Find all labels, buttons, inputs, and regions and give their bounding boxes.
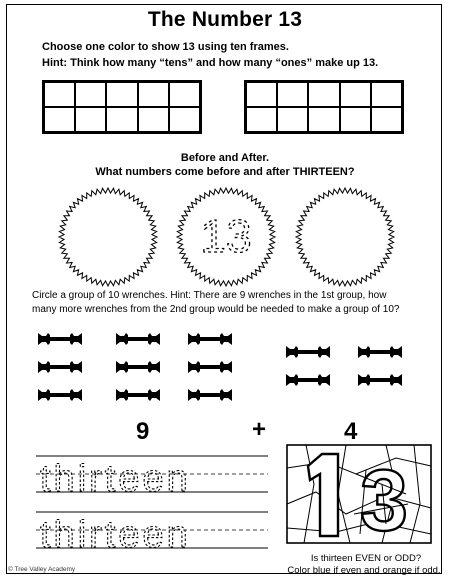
equation-right-number: 4 <box>344 418 358 445</box>
wrench-icon[interactable] <box>358 372 402 388</box>
after-number-circle[interactable] <box>294 186 396 288</box>
before-number-circle[interactable] <box>57 186 159 288</box>
even-odd-question: Is thirteen EVEN or ODD? <box>310 553 422 564</box>
ten-frame-right[interactable] <box>244 80 404 134</box>
before-after-heading: Before and After. <box>180 152 270 164</box>
wrench-instruction-line-1: Circle a group of 10 wrenches. Hint: There are 9 wrenches in the 1st group, how <box>32 290 387 301</box>
wrench-instruction-line-2: many more wrenches from the 2nd group would be needed to make a group of 10? <box>32 304 400 315</box>
wrench-icon[interactable] <box>188 359 232 375</box>
wrench-icon[interactable] <box>188 331 232 347</box>
instruction-line-1: Choose one color to show 13 using ten frames. <box>42 41 289 53</box>
wrench-icon[interactable] <box>38 331 82 347</box>
wrench-icon[interactable] <box>116 331 160 347</box>
mosaic-3-digit: 3 <box>360 453 408 544</box>
wrench-icon[interactable] <box>38 387 82 403</box>
traced-13-text: 13 <box>200 210 252 262</box>
equation-left-number: 9 <box>136 418 150 445</box>
wrench-icon[interactable] <box>286 372 330 388</box>
ten-frame-left[interactable] <box>42 80 202 134</box>
wrench-icon[interactable] <box>188 387 232 403</box>
thirteen-circle <box>175 186 277 288</box>
wrench-icon[interactable] <box>116 359 160 375</box>
page-title: The Number 13 <box>147 8 303 31</box>
color-instruction: Color blue if even and orange if odd. <box>287 565 441 576</box>
wrench-icon[interactable] <box>38 359 82 375</box>
mosaic-13-coloring[interactable] <box>286 444 432 544</box>
before-after-question: What numbers come before and after THIRTEEN? <box>95 166 355 178</box>
wrench-icon[interactable] <box>286 344 330 360</box>
footer-credit: © Tree Valley Academy <box>8 566 76 573</box>
wrench-icon[interactable] <box>358 344 402 360</box>
wrench-icon[interactable] <box>116 387 160 403</box>
tracing-practice-area[interactable] <box>36 452 268 564</box>
instruction-line-2: Hint: Think how many “tens” and how many “ones” make up 13. <box>42 57 379 69</box>
traced-word-bottom: thirteen <box>40 514 191 556</box>
traced-word-top: thirteen <box>40 458 191 500</box>
equation-plus-sign: + <box>252 416 267 443</box>
